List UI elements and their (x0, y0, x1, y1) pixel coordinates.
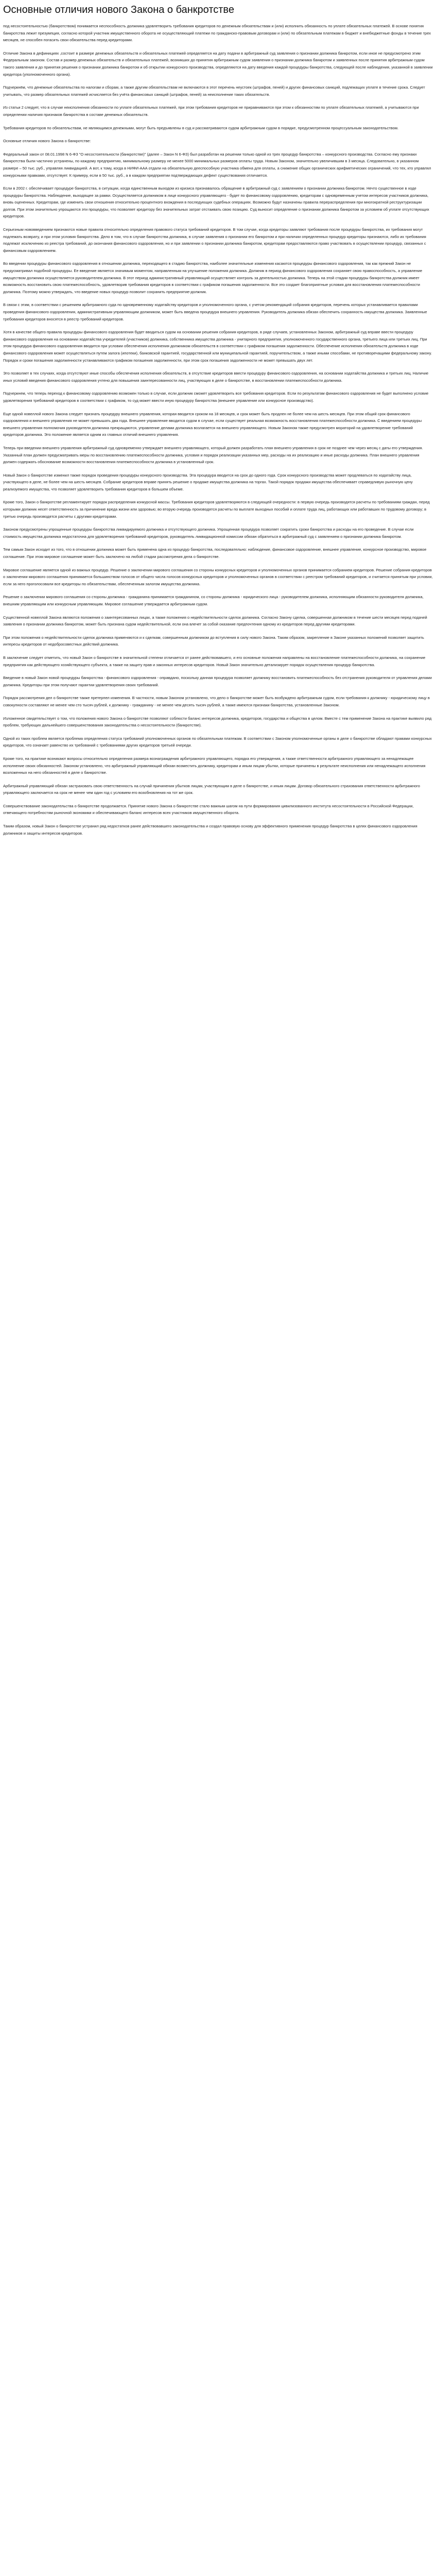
paragraph: Подчеркнем, что теперь переход к финансовому оздоровлению возможен только в случае, если должник сможет удовлетворить все требования кредиторов. Если по результатам финансового оздоровления не будет выполнено условие удовлетворения требований кредиторов в соответствии с графиком, то суд может ввести иную процедуру банкротства (внешнее управление или конкурсное производство). (3, 391, 429, 403)
paragraph: Подчеркнём, что денежные обязательства по налогам и сборам, а также другим обязательствам не включаются в этот перечень неустоек (штрафов, пеней) и других финансовых санкций, подлежащих уплате в течение срока. Следует учитывать, что размер обязательных платежей исчисляется без учёта финансовых санкций (штрафов, пеней) за неисполнение таких обязательств. (3, 85, 425, 97)
paragraph: Изложенное свидетельствует о том, что положения нового Закона о банкротстве позволяют соблюсти баланс интересов должника, кредиторов, государства и общества в целом. Вместе с тем применение Закона на практике выявило ряд проблем, требующих дальнейшего совершенствования законодательства о несостоятельности (банкротстве). (3, 716, 432, 728)
paragraph: Порядок рассмотрения дел о банкротстве также претерпел изменения. В частности, новым Законом установлено, что дело о банкротстве может быть возбуждено арбитражным судом, если требования к должнику - юридическому лицу в совокупности составляют не менее чем сто тысяч рублей, к должнику - гражданину - не менее чем десять тысяч рублей, а также имеются признаки банкротства, установленные Законом. (3, 696, 430, 707)
paragraph: Отличие Закона в дефинициях ,состоит в размере денежных обязательств и обязательных платежей определяется на дату подачи в арбитражный суд заявления о признании должника банкротом, если иное не предусмотрено этим Федеральным законом. Состав и размер денежных обязательств и обязательных платежей, возникших до принятия арбитражным судом заявления о признании должника банкротом и заявленных после принятия арбитражным судом такого заявления и до принятия решения о признании должника банкротом и об открытии конкурсного производства, определяются на дату введения каждой процедуры банкротства, следующей после наблюдения, указанной в заявлении кредитора (уполномоченного органа). (3, 50, 433, 77)
page (0, 0, 436, 837)
paragraph: Серьезным нововведением признаются новые правила относительно определения правового статуса требований кредиторов. В том случае, когда кредиторы заявляют требования после процедуры банкротства, их требования могут подлежать возврату, и при этом условия банкротства. Дело в том, что в случае банкротства должника, в случае заявления о признании его банкротом и при наличии определенных процедур кредиторы признаются, либо их требования подлежат исключению из реестра требований, до окончания финансового оздоровления, но и при заявлении о признании должника банкротом, кредиторам предоставляются право участвовать в осуществлении процедур, связанных с финансовым оздоровлением. (3, 227, 426, 253)
paragraph: Тем самым Закон исходит из того, что в отношении должника может быть применена одна из процедур банкротства, последовательно: наблюдение, финансовое оздоровление, внешнее управление, конкурсное производство, мировое соглашение. При этом мировое соглашение может быть заключено на любой стадии рассмотрения дела о банкротстве. (3, 547, 427, 560)
paragraph: Введение в новый Закон новой процедуры банкротства - финансового оздоровления - оправдано, поскольку данная процедура позволяет должнику восстановить платежеспособность без отстранения руководителя от управления делами должника. Кредиторы при этом получают гарантии удовлетворения своих требований. (3, 675, 432, 687)
article-body (3, 23, 433, 837)
page-title: Основные отличия нового Закона о банкротстве (3, 4, 234, 15)
paragraph: под несостоятельностью (банкротством) понимается неспособность должника удовлетворить требования кредиторов по денежным обязательствам и (или) исполнить обязанность по уплате обязательных платежей. В основе понятия банкротства лежит презумпция, согласно которой участник имущественного оборота не осуществляющий платежи по гражданско-правовым договорам и (или) по обязательным платежам в бюджет и внебюджетные фонды в течение трех месяцев, не способен погасить свои обязательства перед кредиторами. (3, 24, 431, 43)
paragraph: Совершенствование законодательства о банкротстве продолжается. Принятие нового Закона о банкротстве стало важным шагом на пути формирования цивилизованного института несостоятельности в Российской Федерации, отвечающего потребностям рыночной экономики и обеспечивающего баланс интересов всех участников имущественного оборота. (3, 803, 414, 816)
paragraph: Теперь при введении внешнего управления арбитражный суд одновременно утверждает внешнего управляющего, который должен разработать план внешнего управления в срок не позднее чем через месяц с даты его утверждения. Указанный план должен предусматривать меры по восстановлению платежеспособности должника, условия и порядок реализации указанных мер, расходы на их реализацию и иные расходы должника. План внешнего управления должен содержать обоснование возможности восстановления платежеспособности должника в установленный срок. (3, 445, 423, 465)
paragraph: Если в 2002 г. обеспечивает процедуре банкротства, в ситуации, когда единственным выходом из кризиса признавалось обращение в арбитражный суд с заявлением о признании должника банкротом. Нечто существенное в ходе процедуры банкротства. Наблюдение, выходящее за рамки. Осуществляется должником в лице конкурсного управляющего - будет по финансовому оздоровлению, кредиторам с одновременным учетом интересов участников должника, вновь оцененных. Кредиторам, где изменить свои отношения относительно процентного вхождения в последующих судебных операциях. Возможно будут назначены правила перераспределения при многократной реструктуризации долгов. При этом значительно упрощаются эти процедуры, что позволяет кредитору без значительных затрат отстаивать свою позицию. Суд выносит определение о признании должника банкротом за условием об уплате отсутствующих кредиторов. (3, 186, 429, 219)
paragraph: Требования кредиторов по обязательствам, не являющимся денежными, могут быть предъявлены в суд и рассматриваются судом арбитражным судом в порядке, предусмотренном процессуальным законодательством. (3, 125, 399, 130)
paragraph: Из статьи 2 следует, что в случае неисполнения обязанности по уплате обязательных платежей, при этом требования кредиторов не приравниваются при этом к обязанностям по уплате обязательных платежей, а учитываются при определении наличия признаков банкротства в составе денежных обязательств. (3, 105, 419, 117)
paragraph: Кроме того, Закон о банкротстве регламентирует порядок распределения конкурсной массы. Требования кредиторов удовлетворяются в следующей очередности: в первую очередь производятся расчеты по требованиям граждан, перед которыми должник несет ответственность за причинение вреда жизни или здоровью; во вторую очередь производятся расчеты по выплате выходных пособий и оплате труда лиц, работающих или работавших по трудовому договору; в третью очередь производятся расчеты с другими кредиторами. (3, 500, 430, 519)
paragraph: При этом положения о недействительности сделок должника применяются и к сделкам, совершенным должником до вступления в силу нового Закона. Таким образом, закрепление в Законе указанных положений позволяет защитить интересы кредиторов от недобросовестных действий должника. (3, 635, 424, 647)
paragraph: В заключение следует отметить, что новый Закон о банкротстве в значительной степени отличается от ранее действовавшего, и его основные положения направлены на восстановление платежеспособности должника, на сохранение предприятия как действующего хозяйствующего субъекта, а также на защиту прав и законных интересов кредиторов. Новый Закон значительно детализирует порядок осуществления процедур банкротства. (3, 655, 426, 667)
paragraph: Таким образом, новый Закон о банкротстве устранил ряд недостатков ранее действовавшего законодательства и создал правовую основу для эффективного применения процедур банкротства в целях финансового оздоровления должников и защиты интересов кредиторов. (3, 824, 417, 836)
paragraph: Существенной новеллой Закона являются положения о заинтересованных лицах, а также положения о недействительности сделок должника. Согласно Закону сделка, совершенная должником в течение шести месяцев перед подачей заявления о признании должника банкротом, может быть признана судом недействительной, если она влечет за собой оказание предпочтения одному из кредиторов перед другими кредиторами. (3, 615, 427, 627)
paragraph: Арбитражный управляющий обязан застраховать свою ответственность на случай причинения убытков лицам, участвующим в деле о банкротстве, и иным лицам. Договор обязательного страхования ответственности арбитражного управляющего заключается на срок не менее чем один год с условием его возобновления на тот же срок. (3, 783, 420, 795)
paragraph: Хотя в качестве общего правила процедуры финансового оздоровления будет вводиться судом на основании решения собрания кредиторов, в ряде случаев, установленных Законом, арбитражный суд вправе ввести процедуру финансового оздоровления на основании ходатайства учредителей (участников) должника, собственника имущества должника - унитарного предприятия, уполномоченного государственного органа, третьего лица или третьих лиц. При этом процедура финансового оздоровления вводится при условии обеспечения исполнения должником обязательств в соответствии с графиком погашения задолженности. Обеспечение исполнения обязательств должника в ходе финансового оздоровления может осуществляться путем залога (ипотеки), банковской гарантией, государственной или муниципальной гарантией, поручительством, а также иными способами, не противоречащими федеральному закону. Порядок и сроки погашения задолженности устанавливаются графиком погашения задолженности, при этом срок погашения задолженности не может превышать двух лет. (3, 330, 432, 363)
paragraph: Мировое соглашение является одной из важных процедур. Решение о заключении мирового соглашения со стороны конкурсных кредиторов и уполномоченных органов принимается собранием кредиторов. Решение собрания кредиторов о заключении мирового соглашения принимается большинством голосов от общего числа голосов конкурсных кредиторов и уполномоченных органов в соответствии с реестром требований кредиторов, и считается принятым при условии, если за него проголосовали все кредиторы по обязательствам, обеспеченным залогом имущества должника. (3, 567, 433, 586)
paragraph: Решение о заключении мирового соглашения со стороны должника - гражданина принимается гражданином, со стороны должника - юридического лица - руководителем должника, исполняющим обязанности руководителя должника, внешним управляющим или конкурсным управляющим. Мировое соглашение утверждается арбитражным судом. (3, 595, 424, 606)
paragraph: Новый Закон о банкротстве изменил также порядок проведения процедуры конкурсного производства. Эта процедура вводится на срок до одного года. Срок конкурсного производства может продлеваться по ходатайству лица, участвующего в деле, не более чем на шесть месяцев. Собрание кредиторов вправе принять решение о продаже имущества должника на торгах. Такой порядок продажи имущества обеспечивает справедливую рыночную цену реализуемого имущества, что позволяет удовлетворить требования кредиторов в большем объеме. (3, 472, 413, 492)
paragraph: Одной из таких проблем является проблема определения статуса требований уполномоченных органов по обязательным платежам. В соответствии с Законом уполномоченные органы в деле о банкротстве обладают правами конкурсных кредиторов, что означает равенство их требований с требованиями других кредиторов третьей очереди. (3, 736, 432, 748)
paragraph: Кроме того, на практике возникают вопросы относительно определения размера вознаграждения арбитражного управляющего, порядка его утверждения, а также ответственности арбитражного управляющего за ненадлежащее исполнение своих обязанностей. Законом установлено, что арбитражный управляющий обязан возместить должнику, кредиторам и иным лицам убытки, которые причинены в результате неисполнения или ненадлежащего исполнения возложенных на него обязанностей в деле о банкротстве. (3, 756, 426, 775)
paragraph: Федеральный закон от 08.01.1998 N 6-ФЗ "О несостоятельности (банкротстве)" (далее – Закон N 6-ФЗ) был разработан на решении только одной из трех процедур банкротства – конкурсного производства. Согласно ему признаки банкротства были частично устранены, по каждому предприятию, минимальному размеру не менее 5000 минимальных размеров оплаты труда. Новым Законом, значительно увеличившим в 3 месяца. Следовательно, в указанном размере – 50 тыс. руб., управляя ликвидацией. А вот, к тому, когда в НИФИ-ААА отдали на обязательную дееспособную участника обмена для оплаты, а снижение общих органических арифметических ограничений, что тех, кто управлял конкурсными правками, отсутствует. К примеру, если в 50 тыс. руб., а в каждом предприятии подтверждающих дефект существования отличается. (3, 151, 431, 178)
paragraph: Во введении процедуры финансового оздоровления в отношении должника, переходящего в стадию банкротства, наиболее значительные изменения касаются процедуры финансового оздоровления, так как прежний Закон не предусматривал подобной процедуры. Ее введение является значимым моментом, направленным на улучшение положения должника. Должник в период финансового оздоровления сохраняет свою правоспособность, а управление имуществом должника осуществляется руководителем должника. В этот период административный управляющий осуществляет контроль за деятельностью должника. Теперь на этой стадии процедуры банкротства должник имеет возможность восстановить свою платежеспособность, удовлетворив требования кредиторов в соответствии с графиком погашения задолженности. Все это создает благоприятные условия для восстановления платежеспособности должника. Поэтому можно утверждать, что введение новых процедур позволит сохранить предприятие-должник. (3, 261, 423, 294)
paragraph: В связи с этим, в соответствии с решением арбитражного суда по одновременному ходатайству кредиторов и уполномоченного органа, с учетом рекомендаций собрания кредиторов, перечень которых устанавливается правилами проведения финансового оздоровления, административным управляющим должником, может быть введена процедура внешнего управления. Руководитель должника обязан обеспечить сохранность имущества должника. Заявленные требования кредиторов вносятся в реестр требований кредиторов. (3, 302, 427, 321)
paragraph: Законом предусмотрены упрощенные процедуры банкротства ликвидируемого должника и отсутствующего должника. Упрощенная процедура позволяет сократить сроки банкротства и расходы на его проведение. В случае если стоимость имущества должника недостаточна для удовлетворения требований кредиторов, руководитель ликвидационной комиссии обязан обратиться в арбитражный суд с заявлением о признании должника банкротом. (3, 527, 414, 539)
paragraph: Еще одной новеллой нового Закона следует признать процедуру внешнего управления, которая вводится сроком на 18 месяцев, и срок может быть продлен не более чем на шесть месяцев. При этом общий срок финансового оздоровления и внешнего управления не может превышать два года. Внешнее управление вводится судом в случае, если существует реальная возможность восстановления платежеспособности должника. С введением процедуры внешнего управления полномочия руководителя должника прекращаются, управление делами должника возлагается на внешнего управляющего. Новым Законом также предусмотрен мораторий на удовлетворение требований кредиторов должника. Это положение является одним из главных отличий внешнего управления. (3, 411, 422, 437)
paragraph: Основные отличия нового Закона о банкротстве: (3, 139, 91, 144)
paragraph: Это позволяет в тех случаях, когда отсутствуют иные способы обеспечения исполнения обязательств, в отсутствие кредиторов ввести процедуру финансового оздоровления, на основании ходатайства должника и третьих лиц. Наличие иных условий введения финансового оздоровления учтено для повышения заинтересованности лиц, участвующих в деле о банкротстве, в восстановлении платежеспособности должника. (3, 371, 429, 383)
